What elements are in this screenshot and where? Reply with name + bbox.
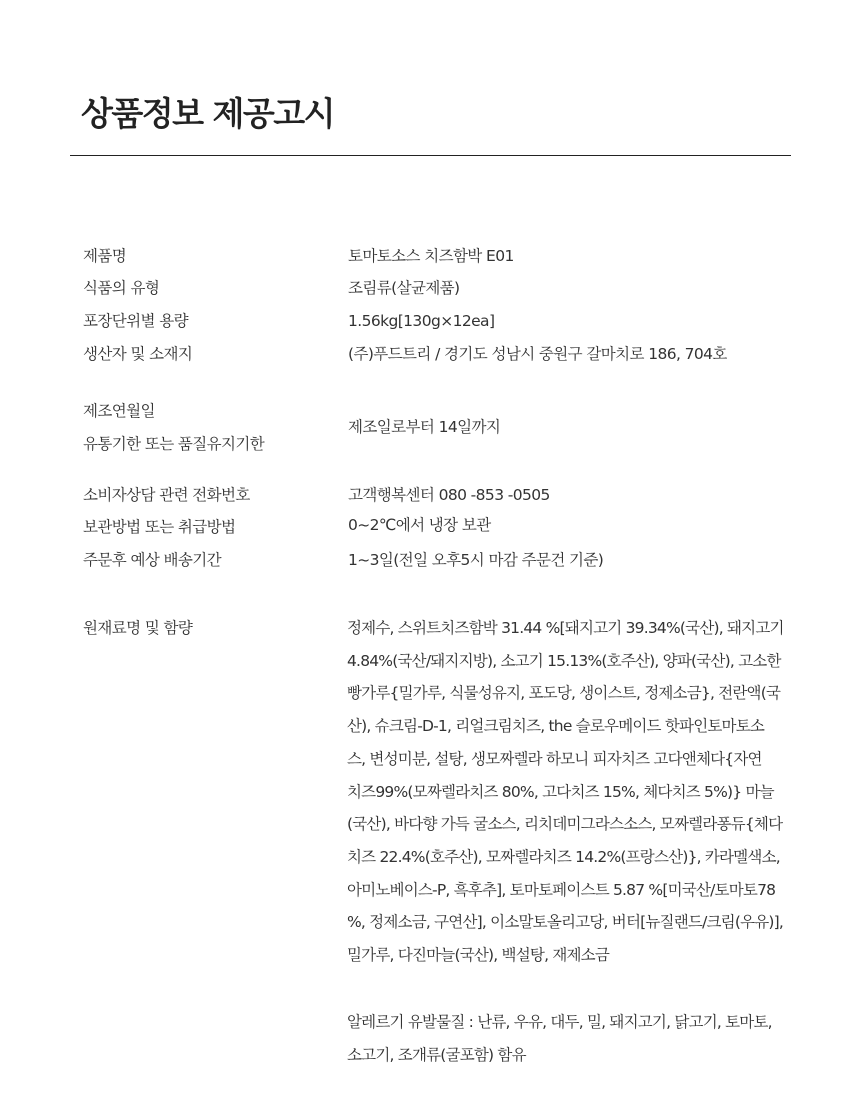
value-product-name: 토마토소스 치즈함박 E01 bbox=[348, 247, 514, 265]
label-food-type: 식품의 유형 bbox=[83, 279, 160, 297]
label-consumer-phone: 소비자상담 관련 전화번호 bbox=[83, 486, 250, 504]
value-expiry: 제조일로부터 14일까지 bbox=[348, 418, 501, 436]
value-delivery: 1~3일(전일 오후5시 마감 주문건 기준) bbox=[348, 551, 604, 569]
value-ingredients bbox=[347, 612, 793, 972]
value-producer: (주)푸드트리 / 경기도 성남시 중원구 갈마치로 186, 704호 bbox=[348, 345, 727, 363]
ingredients-line: 정제수, 스위트치즈함박 31.44 %[돼지고기 39.34%(국산), 돼지고기 bbox=[347, 619, 784, 637]
ingredients-line: %, 정제소금, 구연산], 이소말토올리고당, 버터[뉴질랜드/크림(우유)], bbox=[347, 913, 784, 932]
label-expiry: 유통기한 또는 품질유지기한 bbox=[83, 435, 265, 453]
ingredients-line: 4.84%(국산/돼지지방), 소고기 15.13%(호주산), 양파(국산), 고소한 bbox=[347, 651, 781, 670]
allergy-line: 소고기, 조개류(굴포함) 함유 bbox=[347, 1045, 526, 1064]
ingredients-line: (국산), 바다향 가득 굴소스, 리치데미그라스소스, 모짜렐라퐁듀{체다 bbox=[347, 815, 783, 834]
value-package-volume: 1.56kg[130g×12ea] bbox=[348, 312, 495, 330]
ingredients-line: 밀가루, 다진마늘(국산), 백설탕, 재제소금 bbox=[347, 946, 610, 965]
value-storage: 0~2℃에서 냉장 보관 bbox=[348, 516, 491, 534]
value-consumer-phone: 고객행복센터 080 -853 -0505 bbox=[348, 486, 550, 504]
label-storage: 보관방법 또는 취급방법 bbox=[83, 518, 236, 536]
ingredients-line: 스, 변성미분, 설탕, 생모짜렐라 하모니 피자치즈 고다앤체다{자연 bbox=[347, 749, 762, 768]
title-divider bbox=[70, 155, 791, 156]
label-product-name: 제품명 bbox=[83, 247, 127, 265]
ingredients-line: 아미노베이스-P, 흑후추], 토마토페이스트 5.87 %[미국산/토마토78 bbox=[347, 880, 776, 899]
ingredients-line: 산), 슈크림-D-1, 리얼크림치즈, the 슬로우메이드 핫파인토마토소 bbox=[347, 717, 765, 736]
allergy-line: 알레르기 유발물질 : 난류, 우유, 대두, 밀, 돼지고기, 닭고기, 토마토, bbox=[347, 1013, 772, 1031]
label-delivery: 주문후 예상 배송기간 bbox=[83, 551, 222, 569]
ingredients-line: 빵가루{밀가루, 식물성유지, 포도당, 생이스트, 정제소금}, 전란액(국 bbox=[347, 684, 781, 703]
value-food-type: 조림류(살균제품) bbox=[348, 279, 460, 297]
page-title: 상품정보 제공고시 bbox=[81, 94, 335, 133]
ingredients-line: 치즈 22.4%(호주산), 모짜렐라치즈 14.2%(프랑스산)}, 카라멜색소, bbox=[347, 847, 780, 866]
allergy-info bbox=[347, 1006, 793, 1071]
label-producer: 생산자 및 소재지 bbox=[83, 345, 193, 363]
label-manufacture-date: 제조연월일 bbox=[83, 402, 155, 420]
label-package-volume: 포장단위별 용량 bbox=[83, 312, 188, 330]
ingredients-line: 치즈99%(모짜렐라치즈 80%, 고다치즈 15%, 체다치즈 5%)} 마늘 bbox=[347, 782, 774, 801]
label-ingredients: 원재료명 및 함량 bbox=[83, 619, 193, 637]
